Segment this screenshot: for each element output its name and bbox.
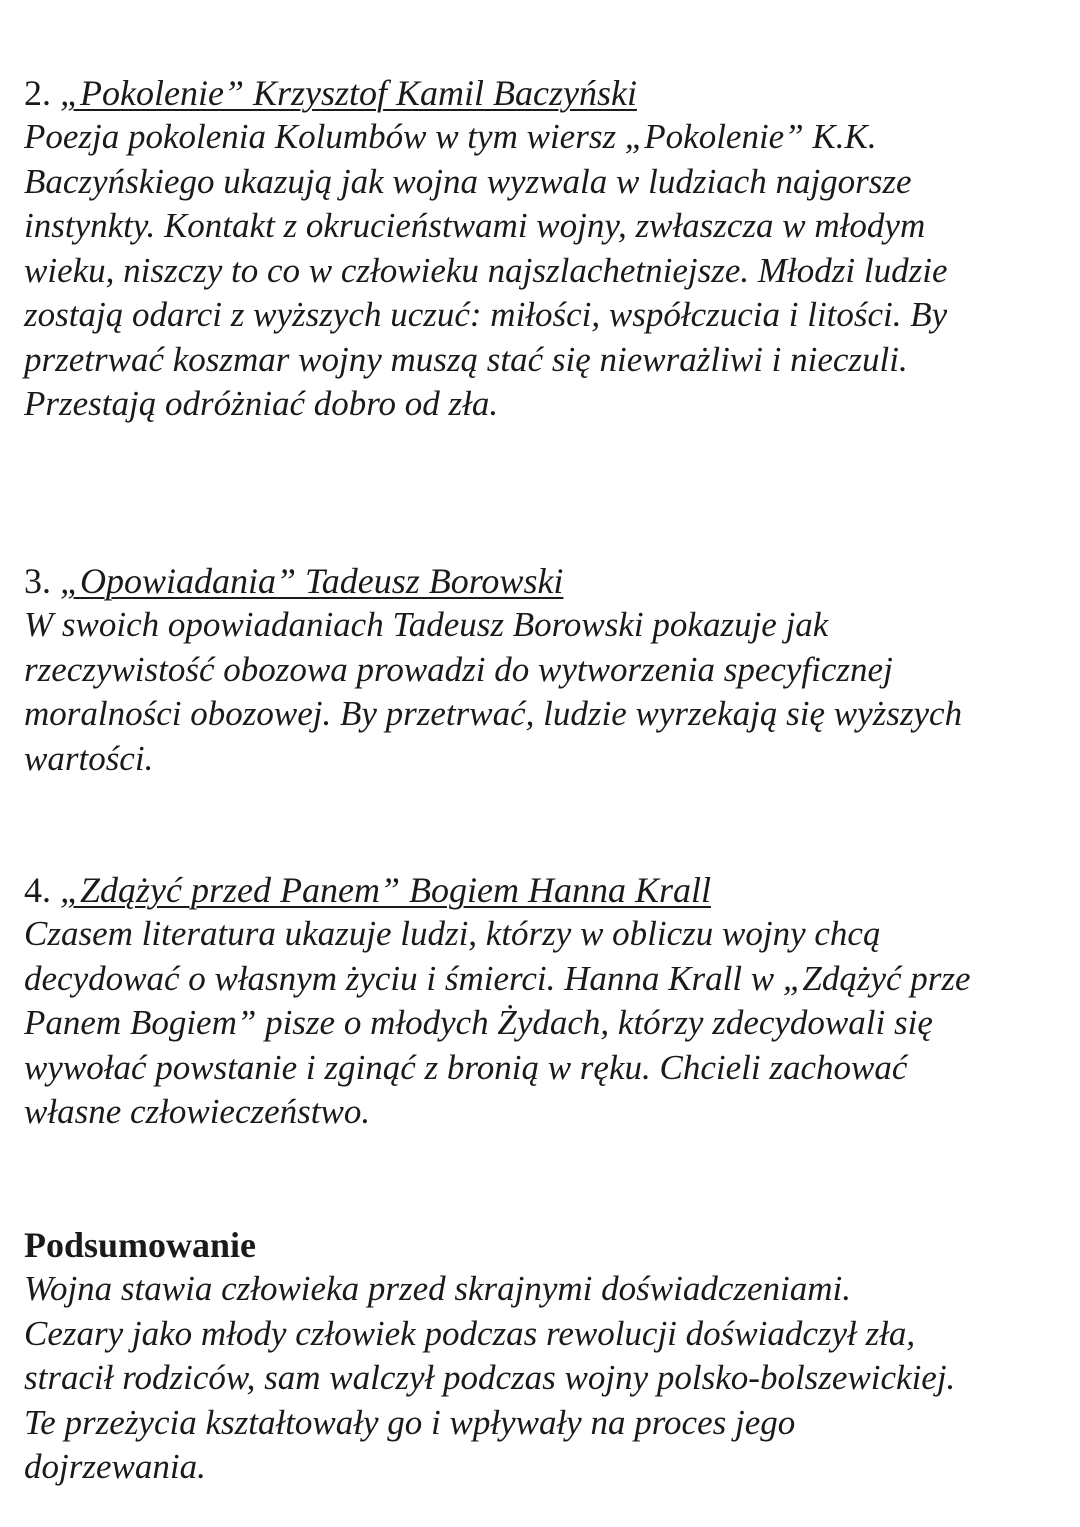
paragraph-line: decydować o własnym życiu i śmierci. Hanna Krall w „Zdążyć prze: [24, 958, 971, 998]
paragraph-line: zostają odarci z wyższych uczuć: miłości, współczucia i litości. By: [24, 295, 948, 334]
section-paragraph: [24, 603, 1064, 781]
section-pokolenie: [24, 71, 1064, 427]
paragraph-line: W swoich opowiadaniach Tadeusz Borowski pokazuje jak: [24, 605, 829, 644]
paragraph-line: Czasem literatura ukazuje ludzi, którzy w obliczu wojny chcą: [24, 914, 881, 953]
paragraph-line: Panem Bogiem” pisze o młodych Żydach, którzy zdecydowali się: [24, 1003, 933, 1042]
paragraph-line: Przestają odróżniać dobro od zła.: [24, 384, 499, 423]
section-number: 4.: [24, 870, 51, 910]
section-opowiadania: [24, 559, 1064, 781]
section-title: „Pokolenie” Krzysztof Kamil Baczyński: [60, 73, 637, 113]
summary-title: Podsumowanie: [24, 1225, 257, 1265]
section-heading: [24, 559, 1064, 603]
paragraph-line: wieku, niszczy to co w człowieku najszlachetniejsze. Młodzi ludzie: [24, 250, 948, 290]
section-zdazyc: [24, 868, 1064, 1135]
section-number: 3.: [24, 561, 51, 601]
paragraph-line: Te przeżycia kształtowały go i wpływały na proces jego: [24, 1402, 796, 1442]
paragraph-line: Wojna stawia człowieka przed skrajnymi doświadczeniami.: [24, 1269, 852, 1308]
section-summary: [24, 1223, 1064, 1490]
paragraph-line: wywołać powstanie i zginąć z bronią w ręku. Chcieli zachować: [24, 1047, 908, 1087]
paragraph-line: własne człowieczeństwo.: [24, 1092, 371, 1131]
section-heading: [24, 71, 1064, 115]
paragraph-line: instynkty. Kontakt z okrucieństwami wojny, zwłaszcza w młodym: [24, 206, 926, 245]
paragraph-line: wartości.: [24, 738, 154, 778]
paragraph-line: dojrzewania.: [24, 1447, 206, 1486]
paragraph-line: Poezja pokolenia Kolumbów w tym wiersz „Pokolenie” K.K.: [24, 117, 877, 156]
paragraph-line: stracił rodziców, sam walczył podczas wojny polsko-bolszewickiej.: [24, 1358, 956, 1397]
paragraph-line: Baczyńskiego ukazują jak wojna wyzwala w ludziach najgorsze: [24, 161, 912, 201]
summary-paragraph: [24, 1267, 1064, 1490]
section-title: „Zdążyć przed Panem” Bogiem Hanna Krall: [60, 870, 711, 910]
section-paragraph: [24, 912, 1064, 1135]
paragraph-line: przetrwać koszmar wojny muszą stać się niewrażliwi i nieczuli.: [24, 339, 908, 379]
section-heading: [24, 868, 1064, 912]
section-paragraph: [24, 115, 1064, 427]
paragraph-line: moralności obozowej. By przetrwać, ludzie wyrzekają się wyższych: [24, 694, 963, 733]
section-title: „Opowiadania” Tadeusz Borowski: [60, 561, 564, 601]
section-number: 2.: [24, 73, 51, 113]
paragraph-line: Cezary jako młody człowiek podczas rewolucji doświadczył zła,: [24, 1313, 916, 1353]
paragraph-line: rzeczywistość obozowa prowadzi do wytworzenia specyficznej: [24, 649, 893, 689]
